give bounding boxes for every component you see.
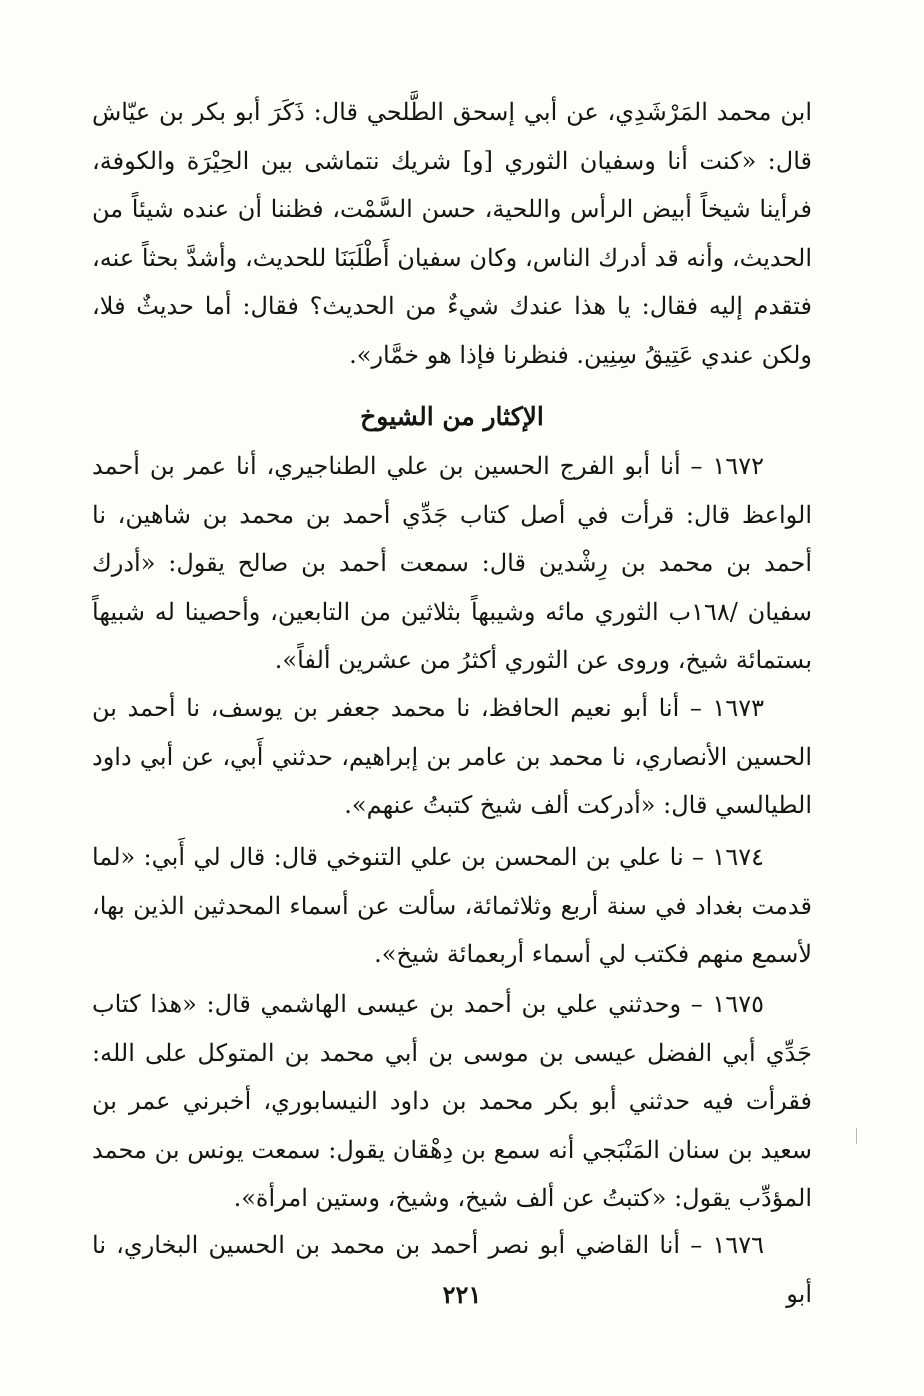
hadith-text: – أنا أبو نعيم الحافظ، نا محمد جعفر بن يوسف، نا أحمد بن الحسين الأنصاري، نا محمد بن عامر بن إبراهيم، حدثني أَبي، عن أبي داود الطيالسي قال: «أدركت ألف شيخ كتبتُ عنهم».: [92, 694, 812, 819]
hadith-paragraph-1672: [92, 442, 812, 685]
page-number: ٢٢١: [442, 1280, 482, 1309]
hadith-text: – وحدثني علي بن أحمد بن عيسى الهاشمي قال: «هذا كتاب جَدِّي أبي الفضل عيسى بن موسى بن أبي محمد بن المتوكل على الله: فقرأت فيه حدثني أبو بكر محمد بن داود النيسابوري، أخبرني عمر بن سعيد بن سنان المَنْبَجي أنه سمع بن دِهْقان يقول: سمعت يونس بن محمد المؤدِّب يقول: «كتبتُ عن ألف شيخ، وشيخ، وستين امرأة».: [92, 990, 812, 1212]
hadith-number: ١٦٧٢: [712, 452, 764, 480]
intro-paragraph: [92, 88, 812, 379]
section-heading: الإكثار من الشيوخ: [360, 402, 544, 431]
hadith-paragraph-1675: [92, 980, 812, 1223]
margin-mark: [856, 1128, 857, 1144]
hadith-number: ١٦٧٦: [712, 1231, 764, 1259]
hadith-number: ١٦٧٥: [712, 990, 764, 1018]
hadith-paragraph-1674: [92, 833, 812, 979]
hadith-number: ١٦٧٣: [712, 694, 764, 722]
hadith-text: – نا علي بن المحسن بن علي التنوخي قال: قال لي أَبي: «لما قدمت بغداد في سنة أربع وثلاثمائة، سألت عن أسماء المحدثين الذين بها، لأسمع منهم فكتب لي أسماء أربعمائة شيخ».: [92, 843, 812, 968]
hadith-number: ١٦٧٤: [712, 843, 764, 871]
hadith-text: – أنا أبو الفرج الحسين بن علي الطناجيري، أنا عمر بن أحمد الواعظ قال: قرأت في أصل كتاب جَدِّي أحمد بن محمد بن شاهين، نا أحمد بن محمد بن رِشْدين قال: سمعت أحمد بن صالح يقول: «أدرك سفيان /١٦٨ب الثوري مائه وشيبهاً بثلاثين من التابعين، وأحصينا له شبيهاً بستمائة شيخ، وروى عن الثوري أكثرُ من عشرين ألفاً».: [92, 452, 812, 674]
hadith-text: – أنا القاضي أبو نصر أحمد بن محمد بن الحسين البخاري، نا أبو: [92, 1231, 812, 1308]
intro-paragraph-text: ابن محمد المَرْشَدِي، عن أبي إسحق الطَّلحي قال: ذَكَرَ أبو بكر بن عيّاش قال: «كنت أنا وسفيان الثوري [و] شريك نتماشى بين الحِيْرَة والكوفة، فرأينا شيخاً أبيض الرأس واللحية، حسن السَّمْت، فظننا أن عنده شيئاً من الحديث، وأنه قد أدرك الناس، وكان سفيان أَطْلَبَنَا للحديث، وأشدَّ بحثاً عنه، فتقدم إليه فقال: يا هذا عندك شيءٌ من الحديث؟ فقال: أما حديثٌ فلا، ولكن عندي عَتِيقُ سِنِين. فنظرنا فإذا هو خمَّار».: [92, 98, 812, 369]
hadith-paragraph-1673: [92, 684, 812, 830]
